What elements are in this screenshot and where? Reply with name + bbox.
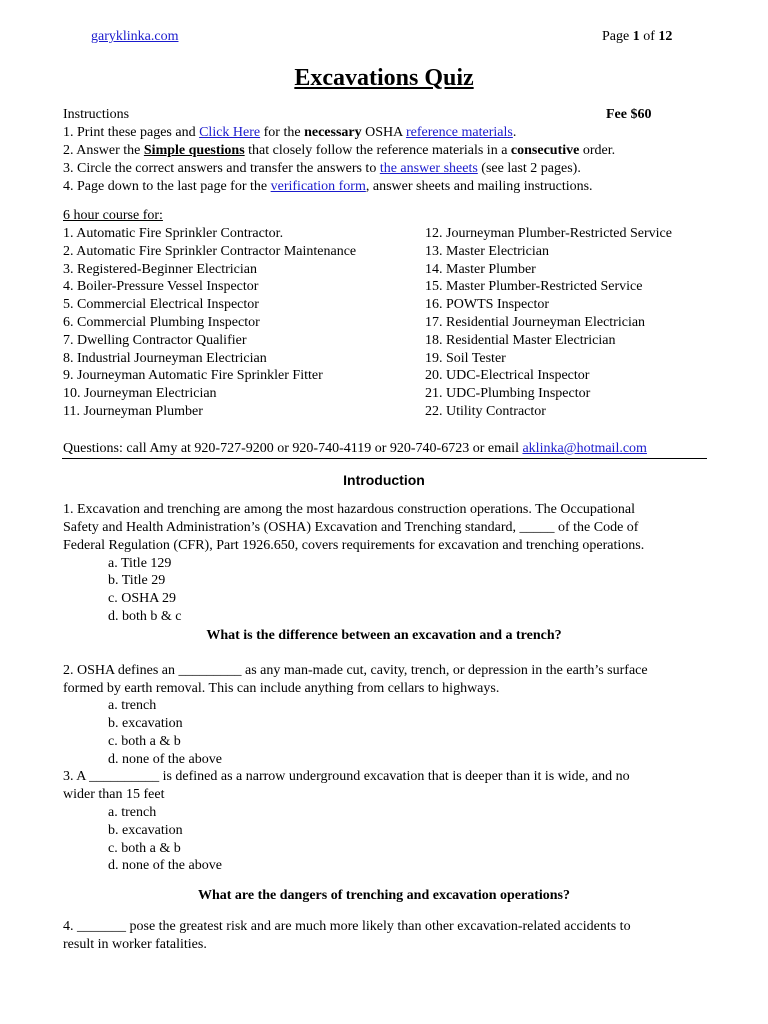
instruction-line-3 xyxy=(63,160,581,178)
question-1-line-3: Federal Regulation (CFR), Part 1926.650, covers requirements for excavation and trenching operations. xyxy=(63,538,645,553)
question-3-option-d[interactable]: d. none of the above xyxy=(108,858,222,873)
verification-form-link[interactable]: verification form xyxy=(270,179,366,194)
question-2-option-b[interactable]: b. excavation xyxy=(108,716,183,731)
course-item: 6. Commercial Plumbing Inspector xyxy=(63,314,260,330)
divider xyxy=(62,458,707,459)
course-item: 5. Commercial Electrical Inspector xyxy=(63,297,259,313)
question-1-line-1: 1. Excavation and trenching are among the most hazardous construction operations. The Occupational xyxy=(63,502,636,517)
question-3-line-2: wider than 15 feet xyxy=(63,787,165,802)
course-list-left xyxy=(63,225,356,421)
click-here-link[interactable]: Click Here xyxy=(199,125,261,140)
course-item: 17. Residential Journeyman Electrician xyxy=(425,314,646,330)
question-4-line-2: result in worker fatalities. xyxy=(63,937,207,952)
course-item: 20. UDC-Electrical Inspector xyxy=(425,368,590,384)
contact-text: Questions: call Amy at 920-727-9200 or 920-740-4119 or 920-740-6723 or email xyxy=(63,441,523,456)
question-2-line-2: formed by earth removal. This can include anything from cellars to highways. xyxy=(63,681,500,696)
subheading-dangers: What are the dangers of trenching and excavation operations? xyxy=(197,888,571,903)
course-item: 9. Journeyman Automatic Fire Sprinkler Fitter xyxy=(63,368,323,384)
course-item: 19. Soil Tester xyxy=(425,350,506,366)
question-4-line-1: 4. _______ pose the greatest risk and are much more likely than other excavation-related accidents to xyxy=(63,919,631,934)
question-1-option-c[interactable]: c. OSHA 29 xyxy=(108,591,177,606)
instruction-line-1 xyxy=(63,124,516,142)
course-item: 12. Journeyman Plumber-Restricted Service xyxy=(425,226,672,241)
instruction-text: OSHA xyxy=(361,125,406,140)
reference-materials-link[interactable]: reference materials xyxy=(405,125,513,140)
course-item: 8. Industrial Journeyman Electrician xyxy=(63,350,267,366)
contact-line xyxy=(63,440,647,458)
course-item: 1. Automatic Fire Sprinkler Contractor. xyxy=(63,226,284,241)
section-heading-introduction: Introduction xyxy=(343,472,425,488)
instruction-text: . xyxy=(512,125,517,140)
page-title: Excavations Quiz xyxy=(294,65,474,91)
instruction-text: for the xyxy=(260,125,305,140)
course-item: 4. Boiler-Pressure Vessel Inspector xyxy=(63,279,259,295)
instruction-text: that closely follow the reference materials in a xyxy=(244,143,511,158)
subheading-excavation-vs-trench: What is the difference between an excavation and a trench? xyxy=(206,628,562,643)
question-1-option-a[interactable]: a. Title 129 xyxy=(108,556,172,571)
instruction-text: , answer sheets and mailing instructions. xyxy=(365,179,593,194)
course-item: 3. Registered-Beginner Electrician xyxy=(63,261,257,277)
fee-label: Fee $60 xyxy=(606,107,652,122)
consecutive-text: consecutive xyxy=(510,143,580,158)
answer-sheets-link[interactable]: the answer sheets xyxy=(379,161,478,176)
course-item: 2. Automatic Fire Sprinkler Contractor Maintenance xyxy=(63,243,357,259)
page-prefix: Page xyxy=(602,29,630,44)
course-item: 11. Journeyman Plumber xyxy=(63,403,203,419)
question-1-option-b[interactable]: b. Title 29 xyxy=(108,573,166,588)
course-item: 7. Dwelling Contractor Qualifier xyxy=(63,332,247,348)
question-3-line-1: 3. A __________ is defined as a narrow underground excavation that is deeper than it is wide, and no xyxy=(63,769,630,784)
question-3-option-a[interactable]: a. trench xyxy=(108,805,157,820)
email-link[interactable]: aklinka@hotmail.com xyxy=(522,441,647,456)
question-2-option-c[interactable]: c. both a & b xyxy=(108,734,181,749)
necessary-text: necessary xyxy=(304,125,362,140)
course-list-right xyxy=(425,225,672,421)
simple-questions-text: Simple questions xyxy=(143,143,245,158)
question-2-line-1: 2. OSHA defines an _________ as any man-made cut, cavity, trench, or depression in the earth’s surface xyxy=(63,663,648,678)
course-item: 21. UDC-Plumbing Inspector xyxy=(425,386,591,402)
instruction-text: 4. Page down to the last page for the xyxy=(63,179,271,194)
instruction-text: order. xyxy=(579,143,616,158)
question-2-option-a[interactable]: a. trench xyxy=(108,698,157,713)
course-item: 13. Master Electrician xyxy=(425,243,550,259)
page-total: 12 xyxy=(658,29,673,44)
course-item: 22. Utility Contractor xyxy=(425,403,546,419)
course-item: 15. Master Plumber-Restricted Service xyxy=(425,279,643,295)
instruction-text: 3. Circle the correct answers and transfer the answers to xyxy=(63,161,380,176)
course-item: 14. Master Plumber xyxy=(425,261,536,277)
course-item: 10. Journeyman Electrician xyxy=(63,386,217,402)
course-item: 18. Residential Master Electrician xyxy=(425,332,616,348)
instructions-label: Instructions xyxy=(63,107,130,122)
course-item: 16. POWTS Inspector xyxy=(425,297,550,313)
question-3-option-b[interactable]: b. excavation xyxy=(108,823,183,838)
site-link[interactable]: garyklinka.com xyxy=(91,29,179,44)
question-3-option-c[interactable]: c. both a & b xyxy=(108,841,181,856)
course-heading: 6 hour course for: xyxy=(63,208,163,223)
instruction-text: 1. Print these pages and xyxy=(63,125,200,140)
question-2-option-d[interactable]: d. none of the above xyxy=(108,752,222,767)
instruction-text: 2. Answer the xyxy=(63,143,144,158)
page-current: 1 xyxy=(632,29,640,44)
question-1-line-2: Safety and Health Administration’s (OSHA) Excavation and Trenching standard, _____ of the Code of xyxy=(63,520,639,535)
page-of: of xyxy=(643,29,655,44)
question-1-option-d[interactable]: d. both b & c xyxy=(108,609,182,624)
instruction-line-4 xyxy=(63,178,593,196)
instruction-line-2 xyxy=(63,142,615,160)
page-indicator xyxy=(602,28,672,46)
instruction-text: (see last 2 pages). xyxy=(477,161,581,176)
